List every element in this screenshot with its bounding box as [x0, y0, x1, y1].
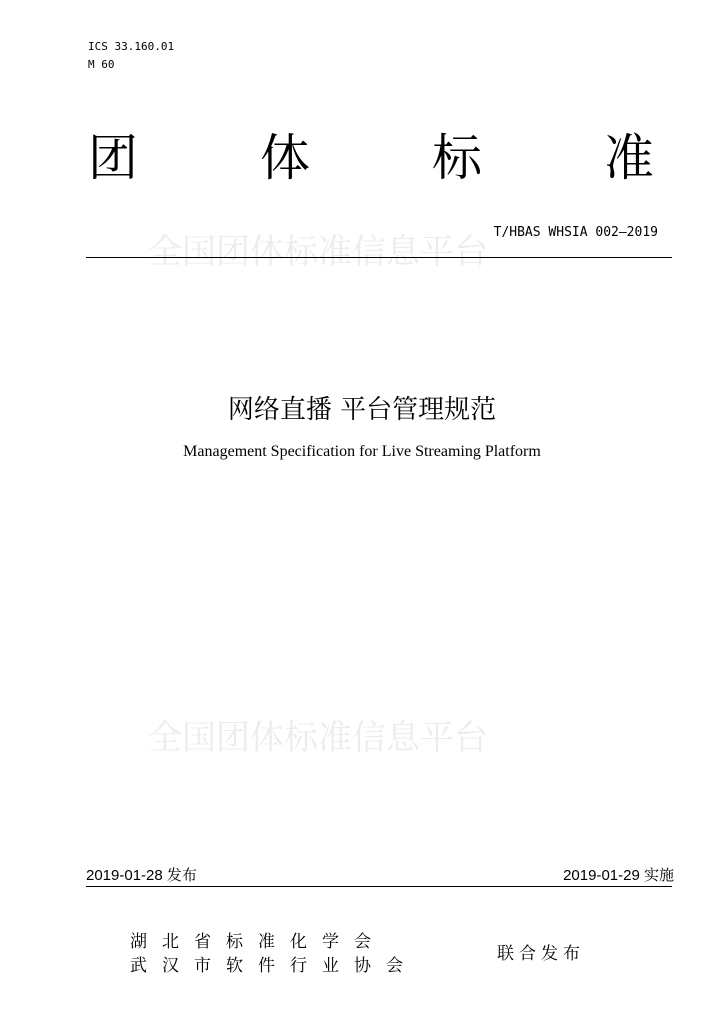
publish-date: 2019-01-28 发布 [86, 867, 197, 884]
top-divider [86, 257, 672, 258]
effective-date: 2019-01-29 实施 [563, 867, 674, 884]
bottom-divider [86, 886, 672, 887]
heading-char: 团 [88, 129, 138, 187]
watermark-top: 全国团体标准信息平台 [148, 232, 488, 272]
heading-char: 体 [260, 129, 310, 187]
heading-char: 标 [432, 129, 482, 187]
joint-release-label: 联合发布 [497, 944, 585, 964]
standard-number: T/HBAS WHSIA 002—2019 [493, 225, 658, 240]
issuer-name: 湖北省标准化学会 [130, 932, 386, 952]
classification-codes [88, 38, 174, 74]
issuer-name: 武汉市软件行业协会 [130, 956, 418, 976]
issuing-organizations [130, 930, 418, 978]
title-english: Management Specification for Live Streaming Platform [183, 443, 541, 460]
ics-code: ICS 33.160.01 [88, 40, 175, 53]
category-code: M 60 [88, 58, 115, 71]
heading-char: 准 [604, 129, 654, 187]
watermark-bottom: 全国团体标准信息平台 [148, 718, 488, 758]
title-chinese: 网络直播 平台管理规范 [227, 395, 497, 425]
standard-type-heading [88, 126, 658, 196]
